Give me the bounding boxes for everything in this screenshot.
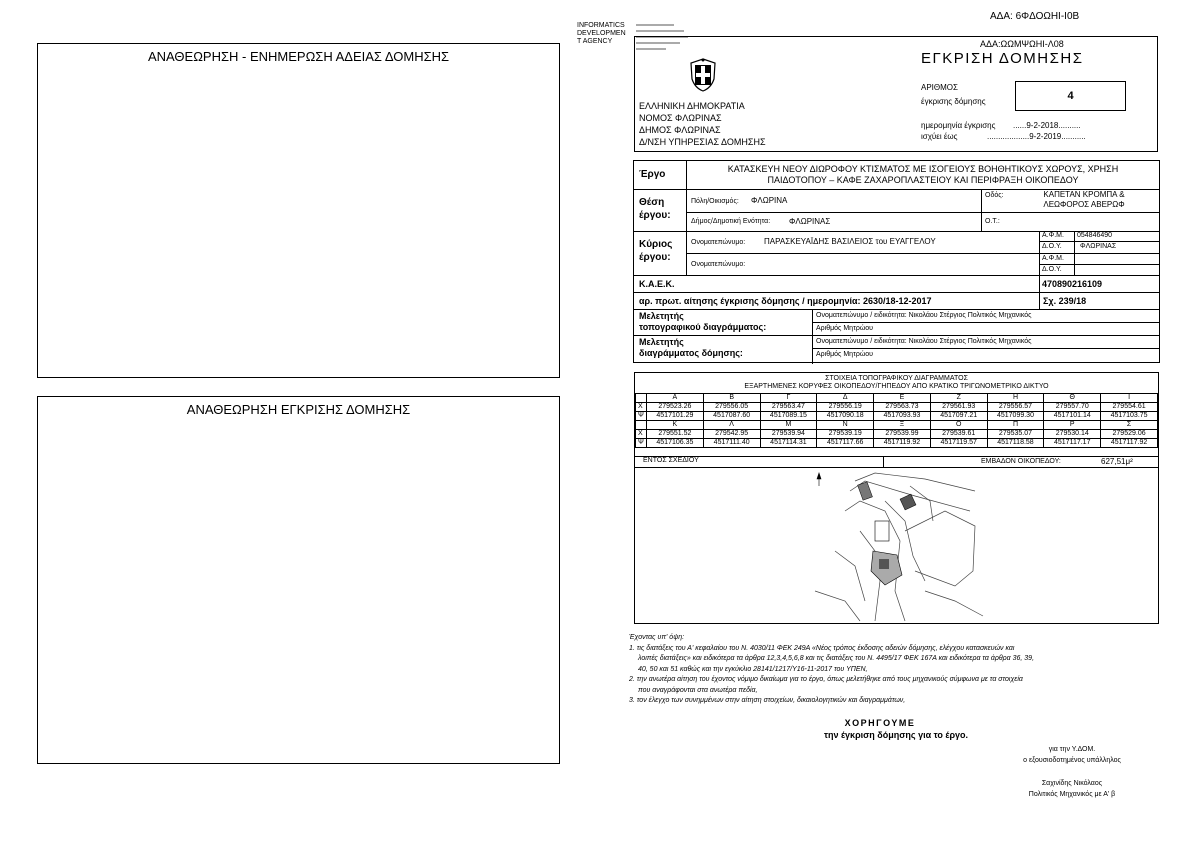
table-cell: 279539.61 <box>930 430 987 439</box>
signer-title: Πολιτικός Μηχανικός με Α' β <box>1028 791 1116 798</box>
table-cell: 4517089.15 <box>760 412 817 421</box>
ada-inner: ΑΔΑ:ΩΩΜΨΩΗΙ-Λ08 <box>980 39 1064 49</box>
table-cell: 279561.93 <box>930 403 987 412</box>
odos-label: Οδός: <box>985 192 1004 199</box>
thesi-label <box>639 196 671 222</box>
table-cell: 4517103.75 <box>1101 412 1158 421</box>
odos-line: ΚΑΠΕΤΑΝ ΚΡΟΜΠΑ & <box>1043 190 1125 199</box>
dimos-label: Δήμος/Δημοτική Ενότητα: <box>691 218 771 225</box>
ot-label: Ο.Τ.: <box>985 218 1000 225</box>
table-cell: Ο <box>930 421 987 430</box>
table-cell: 279535.07 <box>987 430 1044 439</box>
table-cell: 279563.73 <box>874 403 931 412</box>
topo-label-line: τοπογραφικού διαγράμματος: <box>639 322 767 332</box>
table-cell: Η <box>987 394 1044 403</box>
table-cell: 4517101.29 <box>647 412 704 421</box>
coordinates-table <box>635 393 1158 448</box>
table-cell: 4517101.14 <box>1044 412 1101 421</box>
signature-block <box>1002 744 1142 800</box>
table-cell: Ρ <box>1044 421 1101 430</box>
number-sublabel: έγκρισης δόμησης <box>921 97 986 106</box>
approval-number: 4 <box>1015 81 1126 111</box>
signature-line: για την Υ.ΔΟΜ. <box>1048 746 1096 753</box>
odos-line: ΛΕΩΦΟΡΟΣ ΑΒΕΡΩΦ <box>1043 200 1125 209</box>
table-cell: 4517119.92 <box>874 439 931 448</box>
authority-line: ΕΛΛΗΝΙΚΗ ΔΗΜΟΚΡΑΤΙΑ <box>639 101 745 111</box>
legal-intro: Έχοντας υπ' όψη: <box>629 634 685 641</box>
greek-coat-of-arms-icon <box>687 57 719 93</box>
afm2-label: Α.Φ.Μ. <box>1042 255 1064 262</box>
authority-block <box>639 100 766 148</box>
agency-line: T AGENCY <box>577 38 613 45</box>
table-cell: 279554.61 <box>1101 403 1158 412</box>
table-cell: 279556.57 <box>987 403 1044 412</box>
table-cell: 4517097.21 <box>930 412 987 421</box>
coords-title <box>635 375 1158 391</box>
table-cell: Ι <box>1101 394 1158 403</box>
table-row <box>636 412 1158 421</box>
table-cell: 4517099.30 <box>987 412 1044 421</box>
agency-line: INFORMATICS <box>577 22 625 29</box>
agency-line: DEVELOPMEN <box>577 30 626 37</box>
legal-paragraph-line: 1. τις διατάξεις του Α' κεφαλαίου του Ν. 4030/11 ΦΕΚ 249Α «Νέος τρόπος έκδοσης αδειών δόμησης, ελέγχου κατασκευών και <box>629 644 1015 652</box>
table-cell: Λ <box>703 421 760 430</box>
legal-paragraph-line: 40, 50 και 51 καθώς και την εγκύκλιο 28141/1217/Υ16-11-2017 του ΥΠΕΝ, <box>638 665 868 673</box>
table-cell: 4517118.58 <box>987 439 1044 448</box>
grant-text: την έγκριση δόμησης για το έργο. <box>823 730 969 740</box>
valid-until-label: ισχύει έως <box>921 132 958 141</box>
table-cell: 4517093.93 <box>874 412 931 421</box>
table-cell: 4517119.57 <box>930 439 987 448</box>
table-cell: 4517106.35 <box>647 439 704 448</box>
thesi-label-line: Θέση <box>639 197 665 208</box>
embadon-label: ΕΜΒΑΔΟΝ ΟΙΚΟΠΕΔΟΥ: <box>981 458 1061 465</box>
dom-engineer-label <box>639 337 743 359</box>
ergo-description <box>690 164 1156 186</box>
table-cell: 279542.95 <box>703 430 760 439</box>
topo-am-label: Αριθμός Μητρώου <box>816 325 874 332</box>
kyrios-label-line: Κύριος <box>639 239 673 250</box>
table-cell: Β <box>703 394 760 403</box>
topo-label-line: Μελετητής <box>639 311 684 321</box>
revision-update-title: ΑΝΑΘΕΩΡΗΣΗ - ΕΝΗΜΕΡΩΣΗ ΑΔΕΙΑΣ ΔΟΜΗΣΗΣ <box>147 49 450 64</box>
table-row <box>636 394 1158 403</box>
approval-header <box>634 36 1158 152</box>
table-cell: Α <box>647 394 704 403</box>
odos-value <box>1009 190 1159 210</box>
number-label: ΑΡΙΘΜΟΣ <box>921 83 958 92</box>
table-cell: 4517114.31 <box>760 439 817 448</box>
topo-engineer: Ονοματεπώνυμο / ειδικότητα: Νικολάου Στέργιος Πολιτικός Μηχανικός <box>816 312 1032 319</box>
table-cell <box>636 421 647 430</box>
table-cell: Δ <box>817 394 874 403</box>
signer-name: Σαχινίδης Νικόλαος <box>1041 780 1103 787</box>
table-cell: 279551.52 <box>647 430 704 439</box>
table-row <box>636 403 1158 412</box>
coords-title-line: ΣΤΟΙΧΕΙΑ ΤΟΠΟΓΡΑΦΙΚΟΥ ΔΙΑΓΡΑΜΜΑΤΟΣ <box>825 375 968 382</box>
authority-line: ΝΟΜΟΣ ΦΛΩΡΙΝΑΣ <box>639 113 722 123</box>
issue-date-label: ημερομηνία έγκρισης <box>921 121 996 130</box>
embadon-value: 627,51μ² <box>1101 457 1133 466</box>
table-cell: 279530.14 <box>1044 430 1101 439</box>
kyrios-label <box>639 238 672 264</box>
authority-line: ΔΗΜΟΣ ΦΛΩΡΙΝΑΣ <box>639 125 721 135</box>
table-cell: 279523.26 <box>647 403 704 412</box>
doy-value: ΦΛΩΡΙΝΑΣ <box>1080 243 1117 250</box>
revision-approval-box <box>37 396 560 764</box>
table-cell: Ε <box>874 394 931 403</box>
valid-until-value: ...................9-2-2019........... <box>987 132 1086 141</box>
afm-value: 054846490 <box>1077 232 1113 239</box>
table-cell: Ξ <box>874 421 931 430</box>
table-cell: 4517111.40 <box>703 439 760 448</box>
authority-line: Δ/ΝΣΗ ΥΠΗΡΕΣΙΑΣ ΔΟΜΗΣΗΣ <box>639 137 766 147</box>
table-cell: 4517117.92 <box>1101 439 1158 448</box>
grant-heading: ΧΟΡΗΓΟΥΜΕ <box>844 718 916 728</box>
table-cell: Θ <box>1044 394 1101 403</box>
dom-label-line: Μελετητής <box>639 337 684 347</box>
table-cell: Ψ <box>636 439 647 448</box>
kyrios-label-line: έργου: <box>639 252 671 263</box>
table-cell: 4517087.60 <box>703 412 760 421</box>
owner2-name-label: Ονοματεπώνυμο: <box>691 261 746 268</box>
table-cell: Ζ <box>930 394 987 403</box>
table-cell: 4517090.18 <box>817 412 874 421</box>
coords-title-line: ΕΞΑΡΤΗΜΕΝΕΣ ΚΟΡΥΦΕΣ ΟΙΚΟΠΕΔΟΥ/ΓΗΠΕΔΟΥ ΑΠΟ ΚΡΑΤΙΚΟ ΤΡΙΓΩΝΟΜΕΤΡΙΚΟ ΔΙΚΤΥΟ <box>744 383 1049 390</box>
table-cell: 279556.19 <box>817 403 874 412</box>
thesi-label-line: έργου: <box>639 210 671 221</box>
protocol-label: αρ. πρωτ. αίτησης έγκρισης δόμησης / ημερομηνία: 2630/18-12-2017 <box>639 296 932 306</box>
table-cell: 279557.70 <box>1044 403 1101 412</box>
agency-stamp <box>577 22 626 46</box>
dimos-value: ΦΛΩΡΙΝΑΣ <box>789 217 831 226</box>
dom-label-line: διαγράμματος δόμησης: <box>639 348 743 358</box>
revision-approval-title: ΑΝΑΘΕΩΡΗΣΗ ΕΓΚΡΙΣΗΣ ΔΟΜΗΣΗΣ <box>186 402 411 417</box>
owner-name-label: Ονοματεπώνυμο: <box>691 239 746 246</box>
legal-text <box>629 633 1034 707</box>
table-cell: Μ <box>760 421 817 430</box>
table-cell: Χ <box>636 430 647 439</box>
topographic-data <box>634 372 1159 624</box>
project-info <box>633 160 1160 363</box>
ergo-line: ΚΑΤΑΣΚΕΥΗ ΝΕΟΥ ΔΙΩΡΟΦΟΥ ΚΤΙΣΜΑΤΟΣ ΜΕ ΙΣΟΓΕΙΟΥΣ ΒΟΗΘΗΤΙΚΟΥΣ ΧΩΡΟΥΣ, ΧΡΗΣΗ <box>727 164 1119 174</box>
table-cell: 279539.94 <box>760 430 817 439</box>
issue-date-value: ......9-2-2018.......... <box>1013 121 1081 130</box>
table-cell: 279529.06 <box>1101 430 1158 439</box>
kaek-value: 470890216109 <box>1042 279 1103 289</box>
dom-engineer: Ονοματεπώνυμο / ειδικότητα: Νικολάου Στέργιος Πολιτικός Μηχανικός <box>816 338 1032 345</box>
site-plan-map <box>805 471 985 622</box>
table-cell: 279556.05 <box>703 403 760 412</box>
table-cell <box>636 394 647 403</box>
ergo-label: Έργο <box>639 169 666 180</box>
table-cell: 279539.19 <box>817 430 874 439</box>
topo-engineer-label <box>639 311 766 333</box>
table-row <box>636 430 1158 439</box>
dom-am-label: Αριθμός Μητρώου <box>816 351 874 358</box>
table-cell: Ν <box>817 421 874 430</box>
table-cell: Χ <box>636 403 647 412</box>
revision-update-box <box>37 43 560 378</box>
sx-value: Σχ. 239/18 <box>1043 296 1087 306</box>
signature-line: ο εξουσιοδοτημένος υπάλληλος <box>1023 757 1121 764</box>
ergo-line: ΠΑΙΔΟΤΟΠΟΥ – ΚΑΦΕ ΖΑΧΑΡΟΠΛΑΣΤΕΙΟΥ ΚΑΙ ΠΕΡΙΦΡΑΞΗ ΟΙΚΟΠΕΔΟΥ <box>767 175 1079 185</box>
table-row <box>636 421 1158 430</box>
poli-label: Πόλη/Οικισμός: <box>691 198 739 205</box>
table-cell: 279563.47 <box>760 403 817 412</box>
entos-label: ΕΝΤΟΣ ΣΧΕΔΙΟΥ <box>643 457 699 464</box>
poli-value: ΦΛΩΡΙΝΑ <box>751 196 788 205</box>
table-cell: Σ <box>1101 421 1158 430</box>
table-cell: 4517117.17 <box>1044 439 1101 448</box>
doy2-label: Δ.Ο.Υ. <box>1042 266 1062 273</box>
approval-title: ΕΓΚΡΙΣΗ ΔΟΜΗΣΗΣ <box>921 50 1084 67</box>
afm-label: Α.Φ.Μ. <box>1042 232 1064 239</box>
owner-name: ΠΑΡΑΣΚΕΥΑΪΔΗΣ ΒΑΣΙΛΕΙΟΣ του ΕΥΑΓΓΕΛΟΥ <box>764 237 936 246</box>
table-cell: Ψ <box>636 412 647 421</box>
table-cell: Γ <box>760 394 817 403</box>
table-cell: Κ <box>647 421 704 430</box>
doy-label: Δ.Ο.Υ. <box>1042 243 1062 250</box>
table-cell: 279539.99 <box>874 430 931 439</box>
kaek-label: Κ.Α.Ε.Κ. <box>639 279 675 289</box>
legal-paragraph-line: που αναγράφονται στα ανωτέρα πεδία, <box>638 686 758 694</box>
legal-paragraph-line: 2. την ανωτέρα αίτηση του έχοντος νόμιμο δικαίωμα για το έργο, όπως μελετήθηκε από τους μηχανικούς σύμφωνα με τα στοιχεία <box>629 676 1023 683</box>
legal-paragraph-line: λοιπές διατάξεις» και ειδικότερα τα άρθρα 12,3,4,5,6,8 και τις διατάξεις του Ν. 4495/17 ΦΕΚ 167Α και ειδικότερα τα άρθρα 36, 39, <box>638 655 1035 662</box>
table-cell: 4517117.66 <box>817 439 874 448</box>
ada-number: ΑΔΑ: 6ΦΔΟΩΗΙ-Ι0Β <box>990 11 1080 22</box>
legal-paragraph-line: 3. τον έλεγχο των συνημμένων στην αίτηση στοιχείων, δικαιολογητικών και διαγραμμάτων, <box>629 697 906 704</box>
table-row <box>636 439 1158 448</box>
table-cell: Π <box>987 421 1044 430</box>
